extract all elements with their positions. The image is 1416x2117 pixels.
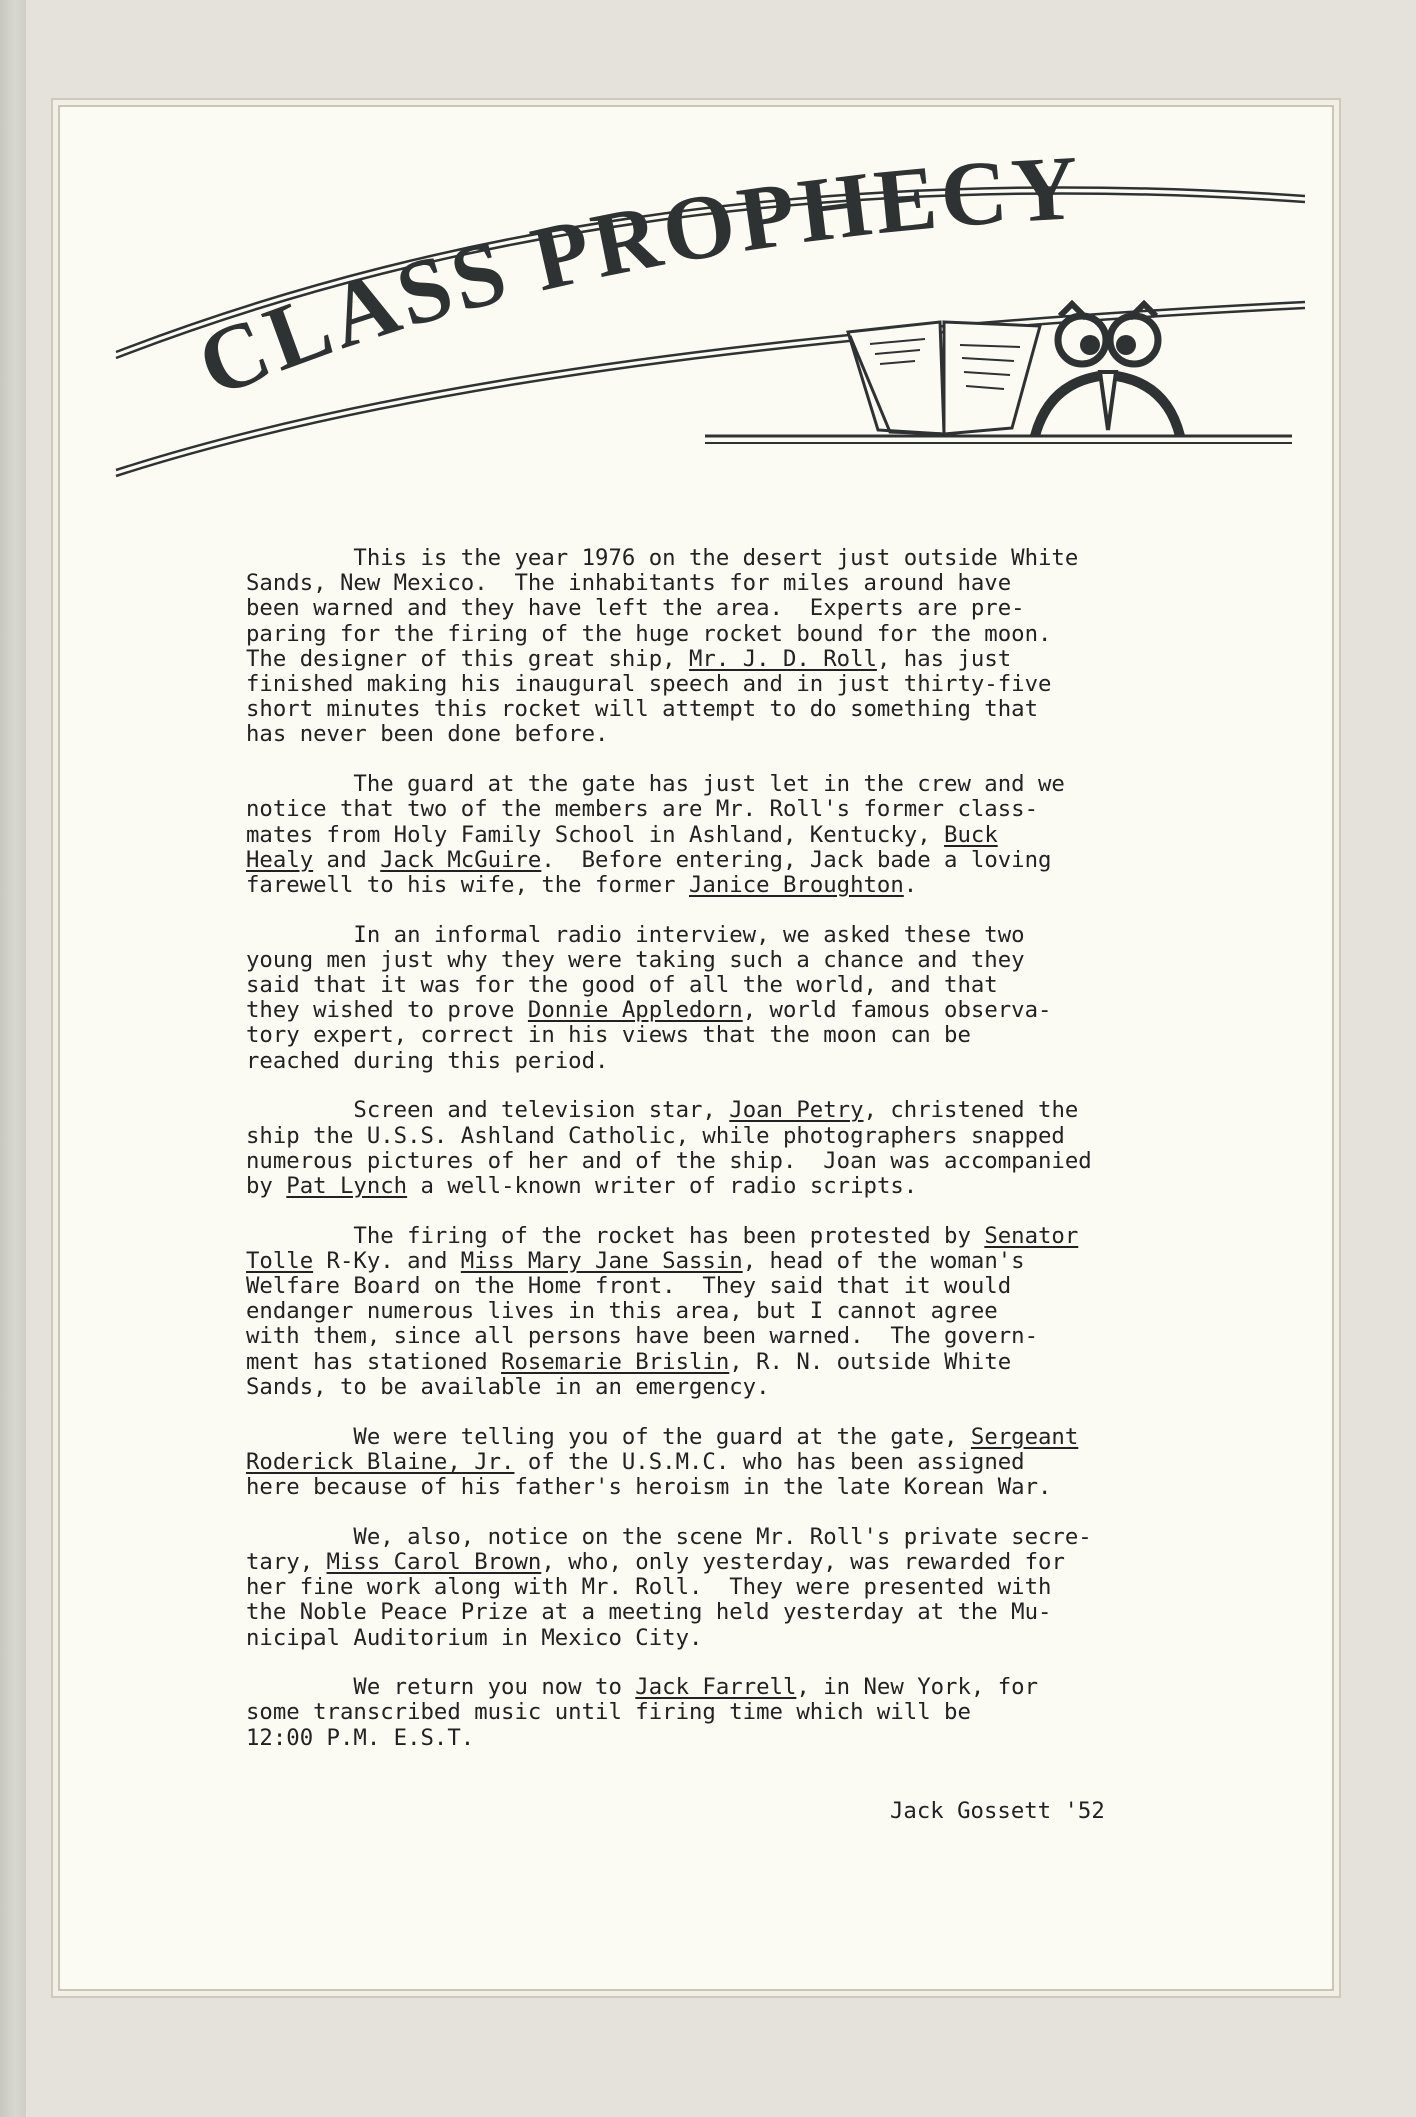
paragraph-8: We return you now to Jack Farrell, in New York, for some transcribed music until firing time which will be 12:00 P.M. E.S.T. bbox=[246, 1674, 1039, 1751]
author-signature: Jack Gossett '52 bbox=[890, 1798, 1105, 1824]
paragraph-4: Screen and television star, Joan Petry, christened the ship the U.S.S. Ashland Catholic, while photographers snapped numerous pictures of her and of the ship. Joan was accompanied by Pat Lynch a well-known writer of radio scripts. bbox=[246, 1097, 1092, 1199]
underlined-name: Mr. J. D. Roll bbox=[689, 645, 877, 672]
underlined-name: Jack McGuire bbox=[380, 846, 542, 873]
class-prophecy-banner bbox=[0, 0, 1416, 520]
page-title: CLASS PROPHECY bbox=[184, 135, 1085, 417]
underlined-name: Buck bbox=[944, 821, 998, 848]
paragraph-5: The firing of the rocket has been protested by Senator Tolle R-Ky. and Miss Mary Jane Sassin, head of the woman's Welfare Board on the Home front. They said that it would endanger numerous lives in this area, but I cannot agree with them, since all persons have been warned. The govern- ment has stationed Rosemarie Brislin, R. N. outside White Sands, to be available in an emergency. bbox=[246, 1222, 1079, 1400]
underlined-name: Joan Petry bbox=[729, 1097, 864, 1124]
paragraph-1: This is the year 1976 on the desert just outside White Sands, New Mexico. The inhabitants for miles around have been warned and they have left the area. Experts are pre- paring for the firing of the huge rocket bound for the moon. The designer of this great ship, Mr. J. D. Roll, has just finished making his inaugural speech and in just thirty-five short minutes this rocket will attempt to do something that has never been done before. bbox=[246, 545, 1079, 748]
underlined-name: Roderick Blaine, Jr. bbox=[246, 1448, 515, 1475]
underlined-name: Miss Carol Brown bbox=[326, 1548, 542, 1575]
underlined-name: Pat Lynch bbox=[286, 1172, 408, 1199]
underlined-name: Tolle bbox=[246, 1247, 314, 1274]
paragraph-3: In an informal radio interview, we asked these two young men just why they were taking such a chance and they said that it was for the good of all the world, and that they wished to prove Donnie Appledorn, world famous observa- tory expert, correct in his views that the moon can be reached during this period. bbox=[246, 921, 1052, 1074]
paragraph-2: The guard at the gate has just let in the crew and we notice that two of the members are Mr. Roll's former class- mates from Holy Family School in Ashland, Kentucky, Buck Healy and Jack McGuire. Before entering, Jack bade a loving farewell to his wife, the former Janice Broughton. bbox=[246, 771, 1065, 898]
paragraph-7: We, also, notice on the scene Mr. Roll's private secre- tary, Miss Carol Brown, who, only yesterday, was rewarded for her fine work along with Mr. Roll. They were presented with the Noble Peace Prize at a meeting held yesterday at the Mu- nicipal Auditorium in Mexico City. bbox=[246, 1523, 1092, 1651]
underlined-name: Miss Mary Jane Sassin bbox=[460, 1247, 743, 1274]
underlined-name: Donnie Appledorn bbox=[527, 997, 743, 1024]
underlined-name: Rosemarie Brislin bbox=[501, 1348, 730, 1375]
underlined-name: Healy bbox=[246, 846, 314, 873]
prophecy-text bbox=[246, 546, 1206, 1775]
underlined-name: Sergeant bbox=[970, 1423, 1079, 1450]
open-book-icon bbox=[848, 322, 1040, 434]
underlined-name: Senator bbox=[984, 1222, 1079, 1249]
underlined-name: Jack Farrell bbox=[635, 1674, 797, 1701]
underlined-name: Janice Broughton bbox=[689, 871, 904, 898]
paragraph-6: We were telling you of the guard at the gate, Sergeant Roderick Blaine, Jr. of the U.S.M.C. who has been assigned here because of his father's heroism in the late Korean War. bbox=[246, 1423, 1079, 1500]
